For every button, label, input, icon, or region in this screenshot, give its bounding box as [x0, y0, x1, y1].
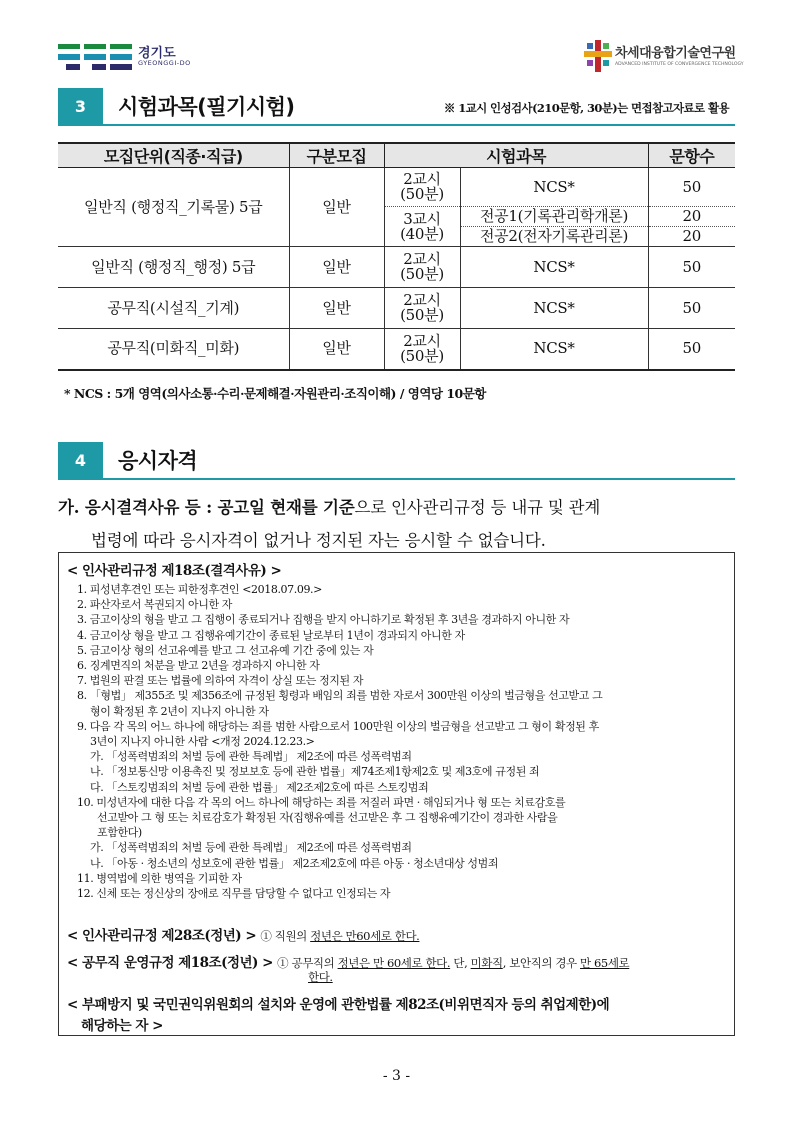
- paragraph-text: 으로 인사관리규정 등 내규 및 관계: [354, 498, 601, 517]
- list-subitem: 나. 「아동 · 청소년의 성보호에 관한 법률」 제2조제2호에 따른 아동 · 청소년대상 성범죄: [90, 856, 499, 870]
- table-row: [58, 329, 735, 370]
- list-item: 6. 징계면직의 처분을 받고 2년을 경과하지 아니한 자: [77, 659, 320, 673]
- retirement-age-text: ① 직원의 정년은 만60세로 한다.: [260, 929, 420, 943]
- list-subitem: 가. 「성폭력범죄의 처벌 등에 관한 특례법」 제2조에 따른 성폭력범죄: [90, 750, 412, 764]
- header-unit: 모집단위(직종·직급): [58, 143, 289, 168]
- cell-type: 일반: [289, 329, 384, 370]
- cell-count: 50: [648, 288, 735, 329]
- list-item: 8. 「형법」 제355조 및 제356조에 규정된 횡령과 배임의 죄를 범한 자로서 300만원 이상의 벌금형을 선고받고 그: [77, 689, 603, 703]
- regulation-title-18: < 인사관리규정 제18조(결격사유) >: [67, 563, 282, 579]
- list-subitem: 다. 「스토킹범죄의 처벌 등에 관한 법률」 제2조제2호에 따른 스토킹범죄: [90, 780, 429, 794]
- institute-logo-name: 차세대융합기술연구원: [615, 46, 736, 61]
- header-subject: 시험과목: [384, 143, 648, 168]
- cell-count: 50: [648, 247, 735, 288]
- header-count: 문항수: [648, 143, 735, 168]
- list-item: 3. 금고이상의 형을 받고 그 집행이 종료되거나 집행을 받지 아니하기로 확정된 후 3년을 경과하지 아니한 자: [77, 613, 570, 627]
- header-type: 구분모집: [289, 143, 384, 168]
- list-subitem: 가. 「성폭력범죄의 처벌 등에 관한 특례법」 제2조에 따른 성폭력범죄: [90, 841, 412, 855]
- list-item: 5. 금고이상 형의 선고유예를 받고 그 선고유예 기간 중에 있는 자: [77, 643, 374, 657]
- retirement-age-text: ① 공무직의 정년은 만 60세로 한다. 단, 미화직, 보안직의 경우 만 65세로: [277, 956, 630, 970]
- cell-subject: NCS*: [460, 288, 648, 329]
- list-item: 12. 신체 또는 정신상의 장애로 직무를 담당할 수 없다고 인정되는 자: [77, 887, 391, 901]
- cell-subject: NCS*: [460, 247, 648, 288]
- cell-period: 2교시 (50분): [384, 288, 460, 329]
- list-item: 1. 피성년후견인 또는 피한정후견인 <2018.07.09.>: [77, 583, 322, 596]
- ncs-footnote: * NCS : 5개 영역(의사소통·수리·문제해결·자원관리·조직이해) / 영역당 10문항: [64, 386, 486, 401]
- list-item-cont: 3년이 지나지 아니한 사람 <개정 2024.12.23.>: [90, 735, 315, 749]
- gyeonggi-logo-name: 경기도: [138, 46, 176, 61]
- section-4-header: [58, 442, 735, 480]
- disqualification-list: [77, 582, 727, 901]
- cell-type: 일반: [289, 247, 384, 288]
- cell-type: 일반: [289, 168, 384, 247]
- cell-period: 2교시 (50분): [384, 247, 460, 288]
- list-item-cont: 포함한다): [97, 826, 142, 840]
- cell-period: 2교시 (50분): [384, 329, 460, 370]
- list-item-cont: 선고받아 그 형 또는 치료감호가 확정된 자(집행유예를 선고받은 후 그 집행유예기간이 경과한 사람을: [97, 811, 558, 825]
- exam-subjects-table: [58, 142, 735, 371]
- cell-type: 일반: [289, 288, 384, 329]
- section-number: 4: [58, 442, 103, 480]
- table-header-row: [58, 143, 735, 168]
- section-3-header: [58, 88, 735, 126]
- regulation-title-op18: < 공무직 운영규정 제18조(정년) > ① 공무직의 정년은 만 60세로 한다. 단, 미화직, 보안직의 경우 만 65세로: [67, 955, 630, 971]
- regulation-box: [58, 552, 735, 1036]
- cell-unit: 일반직 (행정직_행정) 5급: [58, 247, 289, 288]
- regulation-title-82-cont: 해당하는 자 >: [81, 1018, 163, 1034]
- institute-mark-icon: [584, 40, 612, 72]
- cell-count: 20: [648, 227, 735, 247]
- section-number: 3: [58, 88, 103, 126]
- cell-count: 50: [648, 329, 735, 370]
- cell-count: 50: [648, 168, 735, 207]
- cell-subject: 전공1(기록관리학개론): [460, 207, 648, 227]
- cell-subject: NCS*: [460, 168, 648, 207]
- section-title: 응시자격: [118, 449, 198, 473]
- gyeonggi-logo-sub: GYEONGGI-DO: [138, 59, 191, 67]
- gyeonggi-logo: [58, 42, 208, 72]
- list-subitem: 나. 「정보통신망 이용촉진 및 정보보호 등에 관한 법률」제74조제1항제2호 및 제3호에 규정된 죄: [90, 765, 540, 779]
- section-title: 시험과목(필기시험): [118, 95, 295, 119]
- table-row: [58, 247, 735, 288]
- table-row: [58, 288, 735, 329]
- paragraph-line: 법령에 따라 응시자격이 없거나 정지된 자는 응시할 수 없습니다.: [91, 531, 546, 550]
- institute-logo: [582, 40, 742, 76]
- regulation-title-28: < 인사관리규정 제28조(정년) > ① 직원의 정년은 만60세로 한다.: [67, 928, 420, 944]
- list-item-cont: 형이 확정된 후 2년이 지나지 아니한 자: [90, 704, 269, 718]
- cell-subject: NCS*: [460, 329, 648, 370]
- gyeonggi-mark-icon: [58, 42, 134, 72]
- cell-unit: 공무직(시설직_기계): [58, 288, 289, 329]
- retirement-age-cont: 한다.: [308, 970, 333, 984]
- list-item: 10. 미성년자에 대한 다음 각 목의 어느 하나에 해당하는 죄를 저질러 파면 · 해임되거나 형 또는 치료감호를: [77, 795, 566, 809]
- list-item: 7. 법원의 판결 또는 법률에 의하여 자격이 상실 또는 정지된 자: [77, 674, 364, 688]
- list-item: 9. 다음 각 목의 어느 하나에 해당하는 죄를 범한 사람으로서 100만원 이상의 벌금형을 선고받고 그 형이 확정된 후: [77, 719, 599, 733]
- institute-logo-sub: ADVANCED INSTITUTE OF CONVERGENCE TECHNOLOGY: [615, 62, 744, 67]
- cell-count: 20: [648, 207, 735, 227]
- section-underline: [103, 478, 735, 480]
- list-item: 2. 파산자로서 복권되지 아니한 자: [77, 598, 233, 612]
- cell-period: 3교시 (40분): [384, 207, 460, 247]
- section-note: ※ 1교시 인성검사(210문항, 30분)는 면접참고자료로 활용: [443, 101, 729, 115]
- cell-subject: 전공2(전자기록관리론): [460, 227, 648, 247]
- page-number: - 3 -: [382, 1068, 411, 1084]
- qualification-paragraph: [58, 494, 748, 551]
- list-item: 11. 병역법에 의한 병역을 기피한 자: [77, 871, 242, 885]
- cell-unit: 일반직 (행정직_기록물) 5급: [58, 168, 289, 247]
- paragraph-line: [58, 494, 748, 518]
- table-row: [58, 168, 735, 207]
- section-underline: [103, 124, 735, 126]
- regulation-title-82: < 부패방지 및 국민권익위원회의 설치와 운영에 관한법률 제82조(비위면직자 등의 취업제한)에: [67, 997, 610, 1013]
- cell-period: 2교시 (50분): [384, 168, 460, 207]
- paragraph-label: 가. 응시결격사유 등 : 공고일 현재를 기준: [58, 498, 355, 517]
- cell-unit: 공무직(미화직_미화): [58, 329, 289, 370]
- list-item: 4. 금고이상 형을 받고 그 집행유예기간이 종료된 날로부터 1년이 경과되지 아니한 자: [77, 628, 465, 642]
